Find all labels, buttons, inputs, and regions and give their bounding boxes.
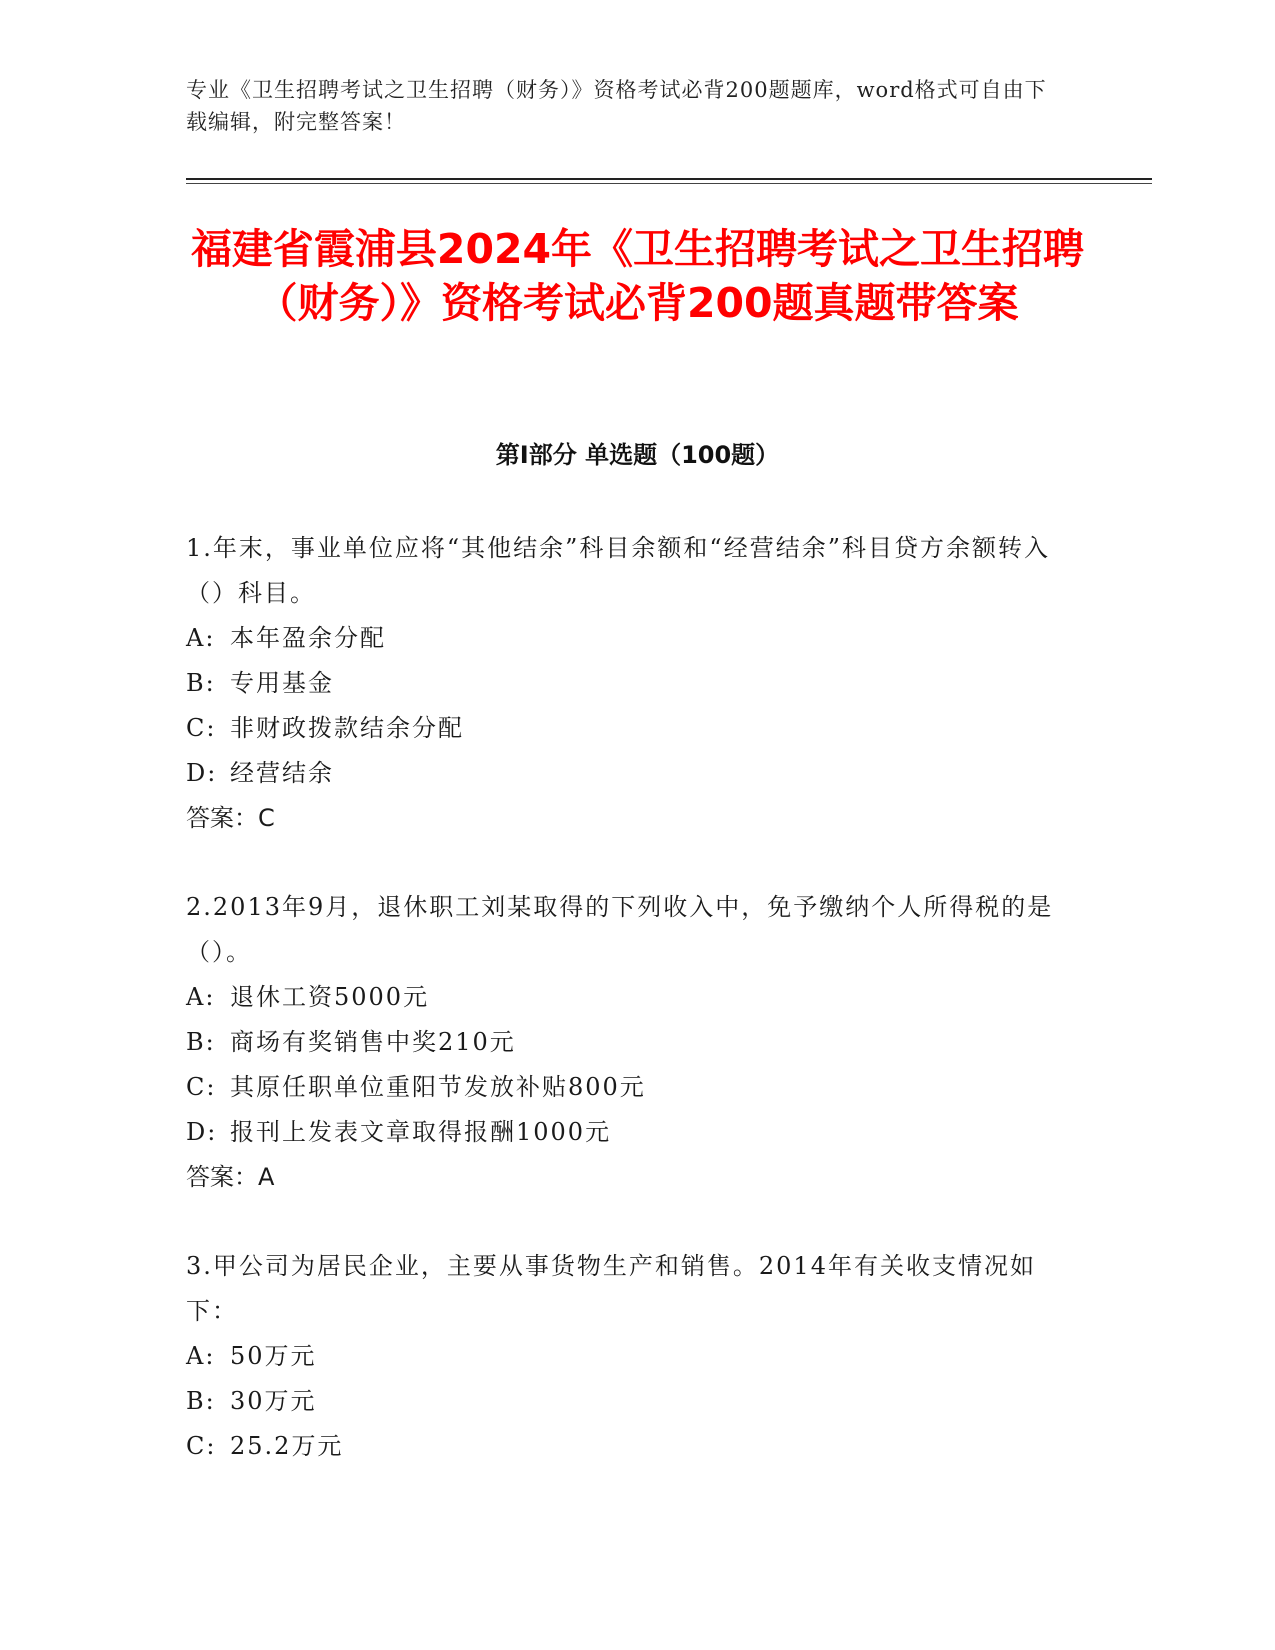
option-text: 30万元	[230, 1387, 317, 1415]
section-heading: 第Ⅰ部分 单选题（100题）	[495, 441, 780, 469]
option-text: 退休工资5000元	[230, 983, 430, 1011]
option-letter: C:	[186, 714, 217, 742]
option-letter: A:	[186, 983, 216, 1011]
option-a	[186, 1334, 1066, 1379]
option-c	[186, 706, 1066, 751]
question-stem: 1.年末，事业单位应将“其他结余”科目余额和“经营结余”科目贷方余额转入（）科目。	[186, 534, 1050, 607]
option-c	[186, 1065, 1066, 1110]
option-d	[186, 751, 1066, 796]
option-letter: C:	[186, 1432, 217, 1460]
option-text: 专用基金	[230, 669, 334, 697]
option-text: 本年盈余分配	[230, 624, 386, 652]
option-b	[186, 1020, 1066, 1065]
question-2	[186, 885, 1066, 1200]
option-text: 非财政拨款结余分配	[230, 714, 464, 742]
option-text: 其原任职单位重阳节发放补贴800元	[230, 1073, 646, 1101]
option-a	[186, 616, 1066, 661]
answer-line: 答案：C	[186, 804, 275, 832]
option-text: 商场有奖销售中奖210元	[230, 1028, 516, 1056]
option-d	[186, 1110, 1066, 1155]
option-letter: D:	[186, 759, 218, 787]
question-list	[186, 526, 1066, 1513]
header-divider-thin	[186, 183, 1152, 184]
option-text: 50万元	[230, 1342, 317, 1370]
option-text: 25.2万元	[230, 1432, 344, 1460]
question-3	[186, 1244, 1066, 1469]
option-b	[186, 1379, 1066, 1424]
question-1	[186, 526, 1066, 841]
option-text: 经营结余	[230, 759, 334, 787]
option-letter: C:	[186, 1073, 217, 1101]
option-b	[186, 661, 1066, 706]
question-stem: 2.2013年9月，退休职工刘某取得的下列收入中，免予缴纳个人所得税的是（）。	[186, 893, 1054, 966]
option-text: 报刊上发表文章取得报酬1000元	[230, 1118, 612, 1146]
option-letter: B:	[186, 669, 216, 697]
option-a	[186, 975, 1066, 1020]
header-note: 专业《卫生招聘考试之卫生招聘（财务）》资格考试必背200题题库，word格式可自由下载编辑，附完整答案！	[186, 78, 1047, 134]
option-letter: B:	[186, 1028, 216, 1056]
option-letter: B:	[186, 1387, 216, 1415]
header-divider-thick	[186, 178, 1152, 180]
option-letter: A:	[186, 624, 216, 652]
option-letter: D:	[186, 1118, 218, 1146]
document-title: 福建省霞浦县2024年《卫生招聘考试之卫生招聘（财务）》资格考试必背200题真题带答案	[190, 225, 1085, 327]
option-letter: A:	[186, 1342, 216, 1370]
answer-line: 答案：A	[186, 1163, 275, 1191]
option-c	[186, 1424, 1066, 1469]
question-stem: 3.甲公司为居民企业，主要从事货物生产和销售。2014年有关收支情况如下：	[186, 1252, 1036, 1325]
